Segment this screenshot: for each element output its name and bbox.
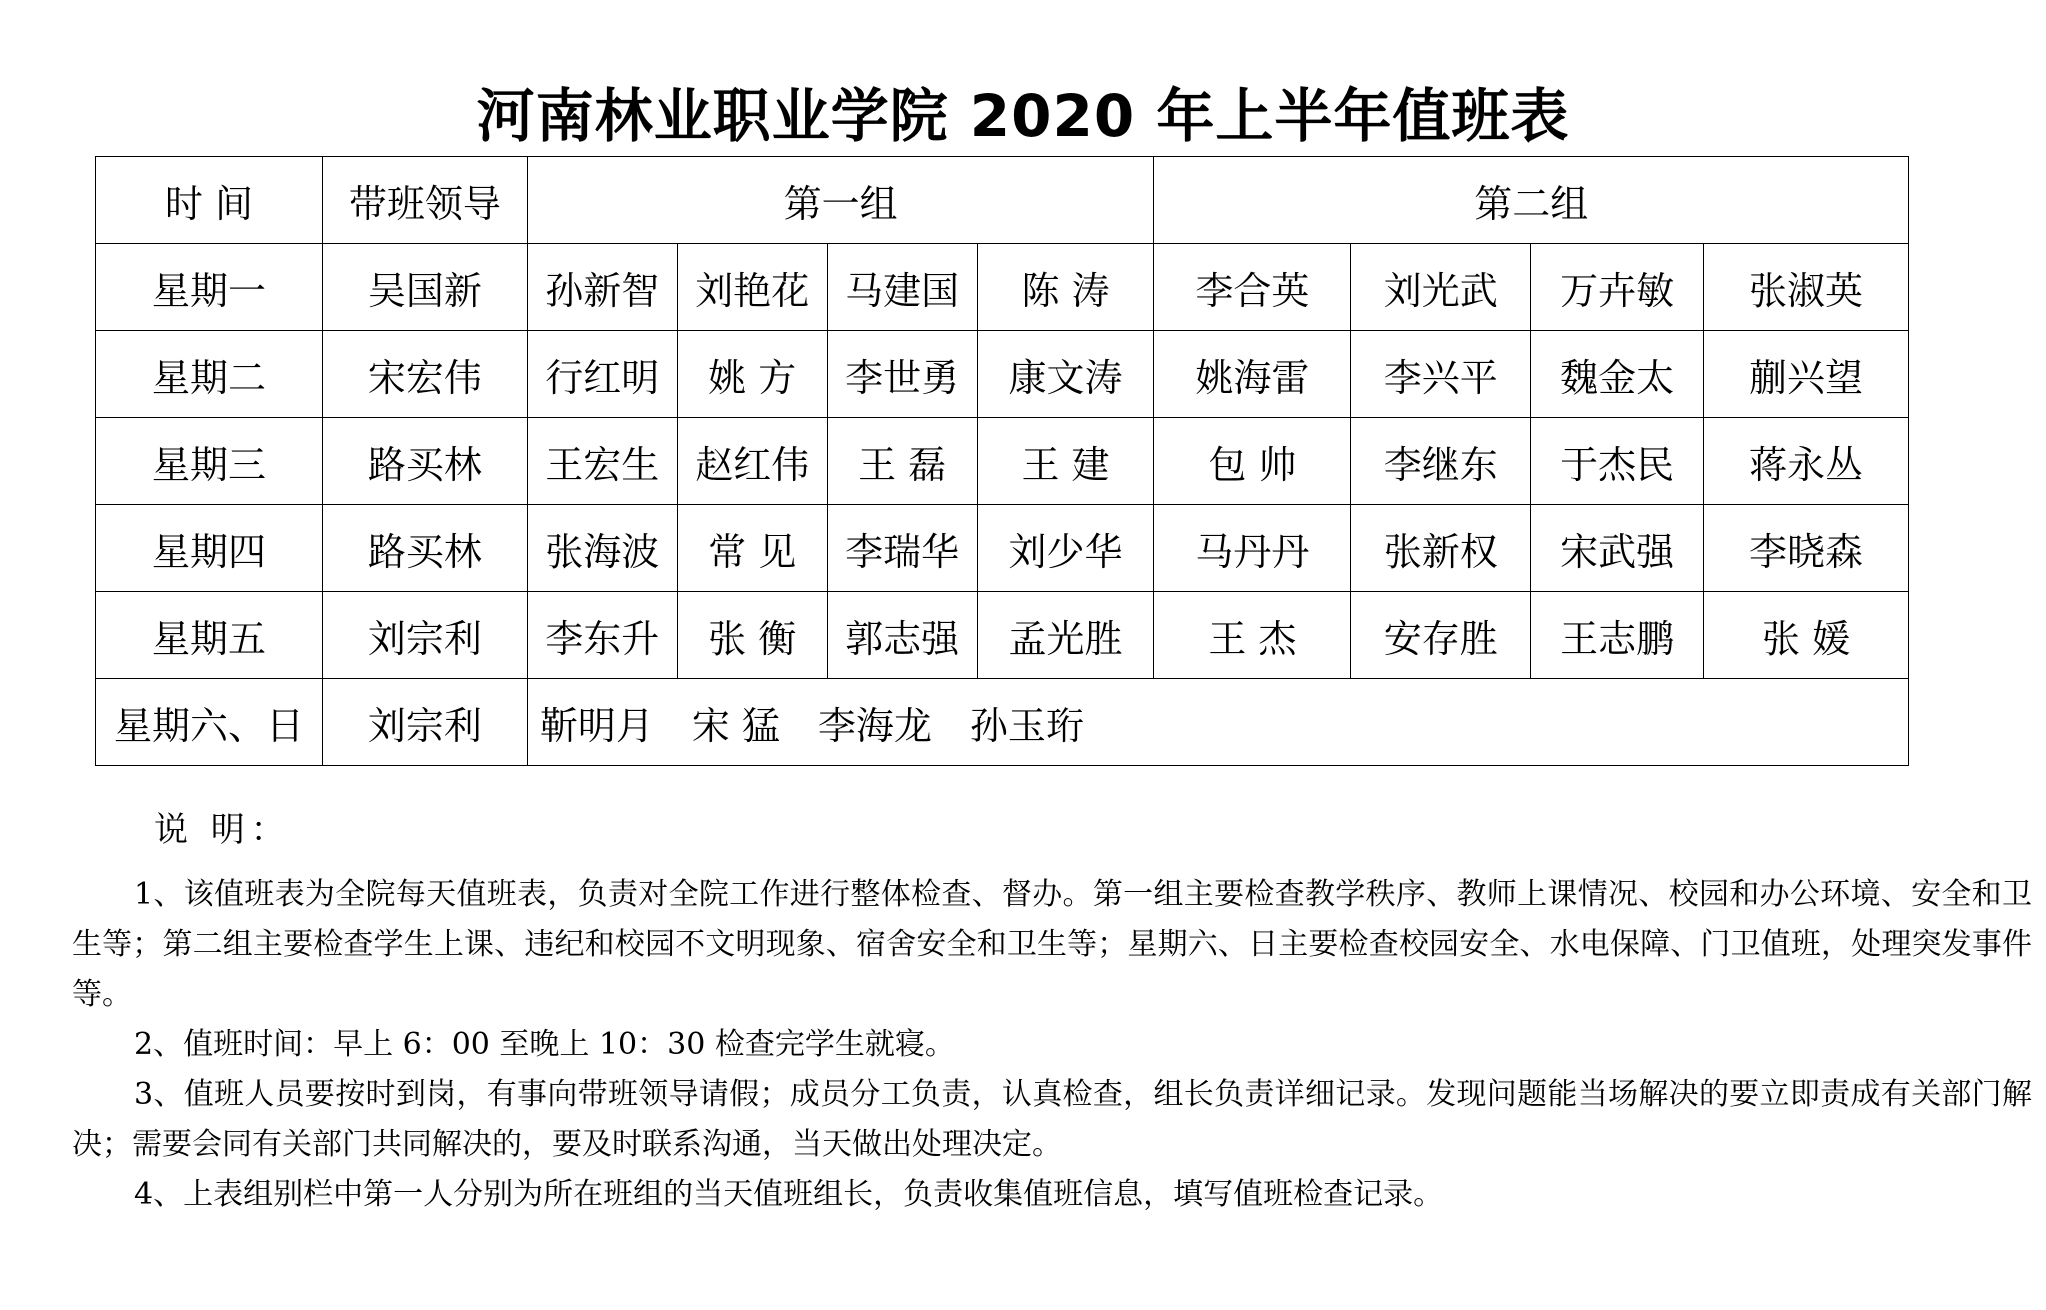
group2-member-cell: 于杰民: [1531, 418, 1704, 505]
group2-member-cell: 张新权: [1351, 505, 1531, 592]
table-row: [96, 505, 1909, 592]
group1-member-cell: 陈 涛: [977, 244, 1154, 331]
notes-heading: 说 明：: [154, 810, 291, 850]
leader-cell: 刘宗利: [322, 679, 527, 766]
group1-member-cell: 孙新智: [527, 244, 677, 331]
page-title: 河南林业职业学院 2020 年上半年值班表: [476, 82, 1570, 150]
header-group2: 第二组: [1154, 157, 1909, 244]
group1-member-cell: 康文涛: [977, 331, 1154, 418]
table-row: [96, 244, 1909, 331]
group1-member-cell: 王 建: [977, 418, 1154, 505]
day-cell: 星期二: [96, 331, 323, 418]
group1-member-cell: 姚 方: [677, 331, 827, 418]
group2-member-cell: 姚海雷: [1154, 331, 1351, 418]
day-cell: 星期一: [96, 244, 323, 331]
group2-member-cell: 安存胜: [1351, 592, 1531, 679]
group2-member-cell: 王 杰: [1154, 592, 1351, 679]
note-item: 2、值班时间：早上 6：00 至晚上 10：30 检查完学生就寝。: [134, 1027, 955, 1062]
group1-member-cell: 王宏生: [527, 418, 677, 505]
group2-member-cell: 张淑英: [1704, 244, 1909, 331]
group2-member-cell: 李兴平: [1351, 331, 1531, 418]
day-cell: 星期四: [96, 505, 323, 592]
group1-member-cell: 刘少华: [977, 505, 1154, 592]
group1-member-cell: 马建国: [827, 244, 977, 331]
header-group1: 第一组: [527, 157, 1154, 244]
group1-member-cell: 孟光胜: [977, 592, 1154, 679]
day-cell: 星期三: [96, 418, 323, 505]
group2-member-cell: 李继东: [1351, 418, 1531, 505]
group1-member-cell: 王 磊: [827, 418, 977, 505]
group2-member-cell: 张 媛: [1704, 592, 1909, 679]
group2-member-cell: 魏金太: [1531, 331, 1704, 418]
group1-member-cell: 张 衡: [677, 592, 827, 679]
group1-member-cell: 张海波: [527, 505, 677, 592]
note-item: 3、值班人员要按时到岗，有事向带班领导请假；成员分工负责，认真检查，组长负责详细记录。发现问题能当场解决的要立即责成有关部门解决；需要会同有关部门共同解决的，要及时联系沟通，当天做出处理决定。: [72, 1077, 2032, 1162]
group2-member-cell: 万卉敏: [1531, 244, 1704, 331]
group1-member-cell: 李世勇: [827, 331, 977, 418]
day-cell: 星期五: [96, 592, 323, 679]
header-leader: 带班领导: [322, 157, 527, 244]
group2-member-cell: 李合英: [1154, 244, 1351, 331]
group2-member-cell: 包 帅: [1154, 418, 1351, 505]
leader-cell: 宋宏伟: [322, 331, 527, 418]
group1-member-cell: 刘艳花: [677, 244, 827, 331]
group2-member-cell: 刘光武: [1351, 244, 1531, 331]
table-row: [96, 418, 1909, 505]
group1-member-cell: 常 见: [677, 505, 827, 592]
duty-table: [95, 156, 1909, 766]
group1-member-cell: 李瑞华: [827, 505, 977, 592]
leader-cell: 路买林: [322, 505, 527, 592]
notes-section: [72, 800, 2032, 1220]
group2-member-cell: 蒯兴望: [1704, 331, 1909, 418]
note-item: 1、该值班表为全院每天值班表，负责对全院工作进行整体检查、督办。第一组主要检查教学秩序、教师上课情况、校园和办公环境、安全和卫生等；第二组主要检查学生上课、违纪和校园不文明现象、宿舍安全和卫生等；星期六、日主要检查校园安全、水电保障、门卫值班，处理突发事件等。: [72, 877, 2032, 1012]
table-header-row: [96, 157, 1909, 244]
leader-cell: 路买林: [322, 418, 527, 505]
group2-member-cell: 李晓森: [1704, 505, 1909, 592]
group2-member-cell: 王志鹏: [1531, 592, 1704, 679]
group1-member-cell: 李东升: [527, 592, 677, 679]
notes-list: [72, 870, 2032, 1220]
weekend-members-cell: 靳明月 宋 猛 李海龙 孙玉珩: [527, 679, 1908, 766]
group2-member-cell: 蒋永丛: [1704, 418, 1909, 505]
leader-cell: 吴国新: [322, 244, 527, 331]
table-row-weekend: [96, 679, 1909, 766]
group2-member-cell: 宋武强: [1531, 505, 1704, 592]
table-row: [96, 331, 1909, 418]
table-row: [96, 592, 1909, 679]
group1-member-cell: 行红明: [527, 331, 677, 418]
group2-member-cell: 马丹丹: [1154, 505, 1351, 592]
leader-cell: 刘宗利: [322, 592, 527, 679]
group1-member-cell: 郭志强: [827, 592, 977, 679]
note-item: 4、上表组别栏中第一人分别为所在班组的当天值班组长，负责收集值班信息，填写值班检查记录。: [134, 1177, 1444, 1212]
group1-member-cell: 赵红伟: [677, 418, 827, 505]
header-time: 时 间: [96, 157, 323, 244]
day-cell: 星期六、日: [96, 679, 323, 766]
